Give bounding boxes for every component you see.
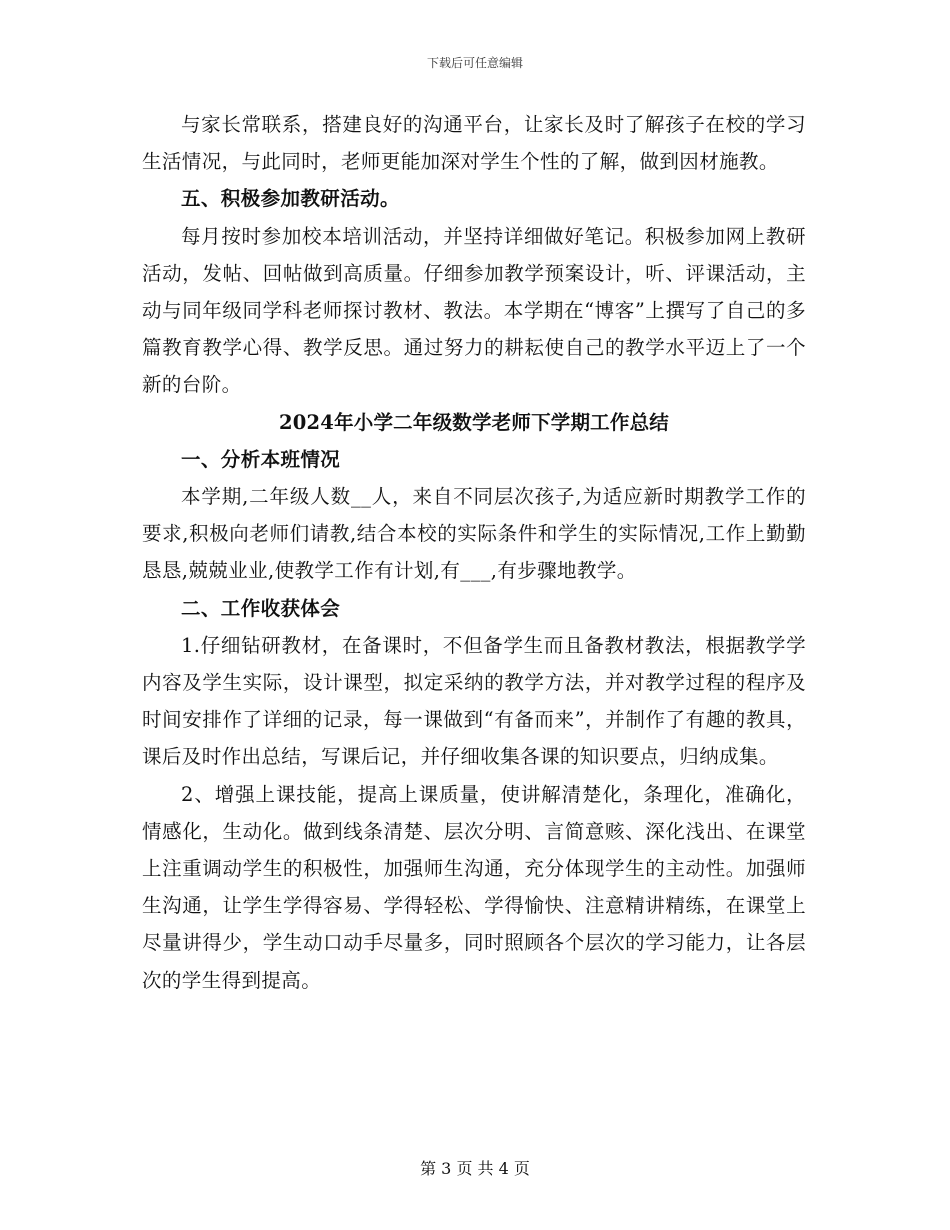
paragraph-gain-1: 1.仔细钻研教材，在备课时，不但备学生而且备教材教法，根据教学学内容及学生实际，设计课型，拟定采纳的教学方法，并对教学过程的程序及时间安排作了详细的记录，每一课做到“有备而来”，并制作了有趣的教具，课后及时作出总结，写课后记，并仔细收集各课的知识要点，归纳成集。 xyxy=(142,633,806,769)
paragraph-gain-2: 2、增强上课技能，提高上课质量，使讲解清楚化，条理化，准确化，情感化，生动化。做到线条清楚、层次分明、言简意赅、深化浅出、在课堂上注重调动学生的积极性，加强师生沟通，充分体现学生的主动性。加强师生沟通，让学生学得容易、学得轻松、学得愉快、注意精讲精练，在课堂上尽量讲得少，学生动口动手尽量多，同时照顾各个层次的学习能力，让各层次的学生得到提高。 xyxy=(142,782,806,992)
section-heading-gains: 二、工作收获体会 xyxy=(181,596,341,620)
paragraph-research: 每月按时参加校本培训活动，并坚持详细做好笔记。积极参加网上教研活动，发帖、回帖做到高质量。仔细参加教学预案设计，听、评课活动，主动与同年级同学科老师探讨教材、教法。本学期在“博客”上撰写了自己的多篇教育教学心得、教学反思。通过努力的耕耘使自己的教学水平迈上了一个新的台阶。 xyxy=(142,224,806,397)
paragraph-family-contact: 与家长常联系，搭建良好的沟通平台，让家长及时了解孩子在校的学习生活情况，与此同时，老师更能加深对学生个性的了解，做到因材施教。 xyxy=(142,113,806,174)
page-number: 第 3 页 共 4 页 xyxy=(420,1159,530,1178)
document-body xyxy=(142,106,806,999)
header-note: 下载后可任意编辑 xyxy=(426,56,523,70)
paragraph-class: 本学期,二年级人数__人，来自不同层次孩子,为适应新时期教学工作的要求,积极向老师们请教,结合本校的实际条件和学生的实际情况,工作上勤勤恳恳,兢兢业业,使教学工作有计划,有___,有步骤地教学。 xyxy=(142,485,806,583)
document-title: 2024年小学二年级数学老师下学期工作总结 xyxy=(279,410,669,434)
section-heading-class: 一、分析本班情况 xyxy=(181,447,341,471)
section-heading-research: 五、积极参加教研活动。 xyxy=(181,187,400,211)
